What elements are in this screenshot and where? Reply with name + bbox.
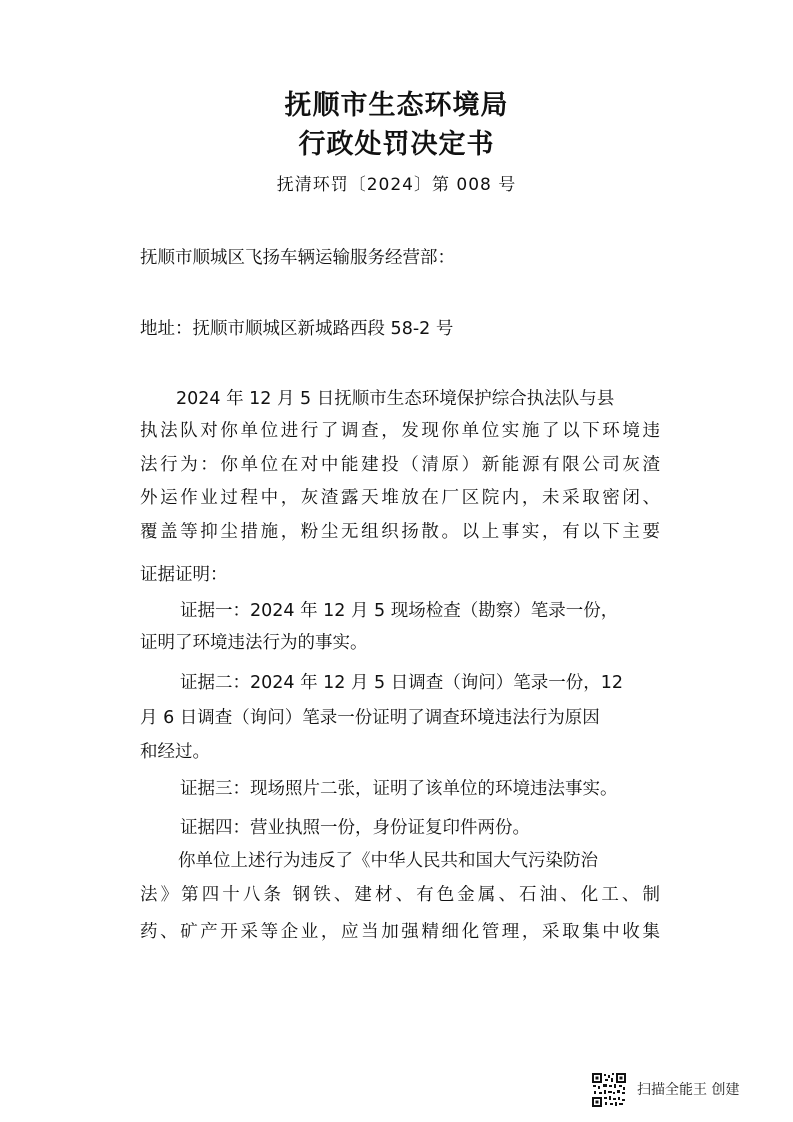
body-line: 外运作业过程中，灰渣露天堆放在厂区院内，未采取密闭、 (140, 488, 660, 508)
recipient-line: 抚顺市顺城区飞扬车辆运输服务经营部： (140, 248, 455, 268)
address-line: 地址：抚顺市顺城区新城路西段 58-2 号 (140, 319, 454, 339)
body-line: 执法队对你单位进行了调查，发现你单位实施了以下环境违 (140, 421, 660, 441)
qr-code-icon (591, 1072, 627, 1108)
body-line: 药、矿产开采等企业，应当加强精细化管理，采取集中收集 (140, 922, 660, 942)
body-line: 你单位上述行为违反了《中华人民共和国大气污染防治 (178, 851, 598, 871)
body-line: 覆盖等抑尘措施，粉尘无组织扬散。以上事实，有以下主要 (140, 522, 660, 542)
body-line: 法》第四十八条 钢铁、建材、有色金属、石油、化工、制 (140, 885, 660, 905)
evidence-1-line: 证据一：2024 年 12 月 5 现场检查（勘察）笔录一份， (180, 601, 619, 621)
body-line: 证据证明： (140, 565, 228, 585)
document-title-type: 行政处罚决定书 (298, 129, 495, 160)
evidence-2-line: 月 6 日调查（询问）笔录一份证明了调查环境违法行为原因 (140, 708, 600, 728)
scanner-watermark (591, 1072, 771, 1112)
evidence-3-line: 证据三：现场照片二张，证明了该单位的环境违法事实。 (180, 779, 618, 799)
evidence-1-line: 证明了环境违法行为的事实。 (140, 633, 368, 653)
body-line: 法行为：你单位在对中能建投（清原）新能源有限公司灰渣 (140, 455, 660, 475)
body-line: 2024 年 12 月 5 日抚顺市生态环境保护综合执法队与县 (176, 389, 615, 409)
evidence-2-line: 和经过。 (140, 742, 210, 762)
document-number: 抚清环罚〔2024〕第 008 号 (276, 175, 517, 195)
evidence-2-line: 证据二：2024 年 12 月 5 日调查（询问）笔录一份，12 (180, 673, 624, 693)
evidence-4-line: 证据四：营业执照一份，身份证复印件两份。 (180, 818, 530, 838)
document-title-agency: 抚顺市生态环境局 (284, 90, 509, 121)
watermark-text: 扫描全能王 创建 (637, 1082, 740, 1098)
